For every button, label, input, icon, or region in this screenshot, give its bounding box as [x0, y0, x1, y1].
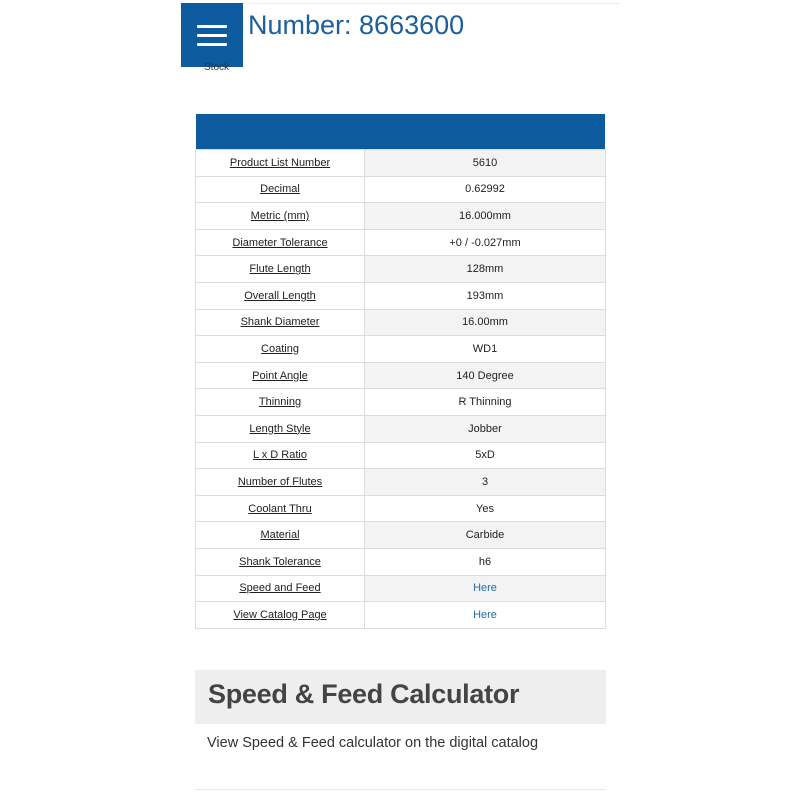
spec-value: 16.000mm	[365, 203, 606, 230]
spec-value: 5xD	[365, 442, 606, 469]
spec-value: R Thinning	[365, 389, 606, 416]
spec-label-link[interactable]: Speed and Feed	[196, 575, 365, 602]
hamburger-menu-icon	[197, 25, 227, 28]
table-row	[196, 336, 606, 363]
spec-value: h6	[365, 548, 606, 575]
spec-value: 128mm	[365, 256, 606, 283]
table-row	[196, 229, 606, 256]
calculator-header	[195, 670, 606, 724]
table-row	[196, 256, 606, 283]
hamburger-menu-icon	[197, 43, 227, 46]
stock-label: Stock	[204, 62, 230, 71]
spec-label-link[interactable]: Material	[196, 522, 365, 549]
menu-button[interactable]	[181, 3, 243, 67]
spec-label-link[interactable]: View Catalog Page	[196, 602, 365, 629]
table-row	[196, 548, 606, 575]
top-divider	[240, 3, 620, 4]
spec-label-link[interactable]: Shank Tolerance	[196, 548, 365, 575]
spec-label-link[interactable]: Thinning	[196, 389, 365, 416]
spec-label-link[interactable]: Product List Number	[196, 150, 365, 177]
here-link[interactable]: Here	[365, 575, 606, 602]
spec-label-link[interactable]: Overall Length	[196, 282, 365, 309]
table-row	[196, 150, 606, 177]
spec-value: 5610	[365, 150, 606, 177]
spec-label-link[interactable]: Coating	[196, 336, 365, 363]
spec-label-link[interactable]: L x D Ratio	[196, 442, 365, 469]
spec-value: WD1	[365, 336, 606, 363]
table-row	[196, 203, 606, 230]
spec-value: 193mm	[365, 282, 606, 309]
spec-label-link[interactable]: Number of Flutes	[196, 469, 365, 496]
table-header-bar	[196, 114, 605, 149]
spec-label-link[interactable]: Coolant Thru	[196, 495, 365, 522]
spec-label-link[interactable]: Decimal	[196, 176, 365, 203]
spec-label-link[interactable]: Flute Length	[196, 256, 365, 283]
calculator-description: View Speed & Feed calculator on the digital catalog	[207, 735, 539, 751]
spec-value: 0.62992	[365, 176, 606, 203]
spec-value: Yes	[365, 495, 606, 522]
table-row	[196, 495, 606, 522]
table-row	[196, 522, 606, 549]
table-row	[196, 575, 606, 602]
spec-label-link[interactable]: Point Angle	[196, 362, 365, 389]
spec-value: 140 Degree	[365, 362, 606, 389]
spec-label-link[interactable]: Diameter Tolerance	[196, 229, 365, 256]
table-row	[196, 176, 606, 203]
spec-value: 3	[365, 469, 606, 496]
spec-value: Carbide	[365, 522, 606, 549]
calculator-title: Speed & Feed Calculator	[208, 679, 520, 709]
spec-label-link[interactable]: Length Style	[196, 415, 365, 442]
table-row	[196, 602, 606, 629]
hamburger-menu-icon	[197, 34, 227, 37]
table-row	[196, 389, 606, 416]
spec-value: +0 / -0.027mm	[365, 229, 606, 256]
table-row	[196, 415, 606, 442]
spec-value: 16.00mm	[365, 309, 606, 336]
spec-value: Jobber	[365, 415, 606, 442]
table-row	[196, 282, 606, 309]
table-row	[196, 362, 606, 389]
table-row	[196, 442, 606, 469]
bottom-divider	[195, 789, 606, 790]
specs-table	[195, 149, 606, 629]
table-row	[196, 309, 606, 336]
table-row	[196, 469, 606, 496]
spec-label-link[interactable]: Shank Diameter	[196, 309, 365, 336]
here-link[interactable]: Here	[365, 602, 606, 629]
spec-label-link[interactable]: Metric (mm)	[196, 203, 365, 230]
page-title: Number: 8663600	[248, 10, 465, 40]
